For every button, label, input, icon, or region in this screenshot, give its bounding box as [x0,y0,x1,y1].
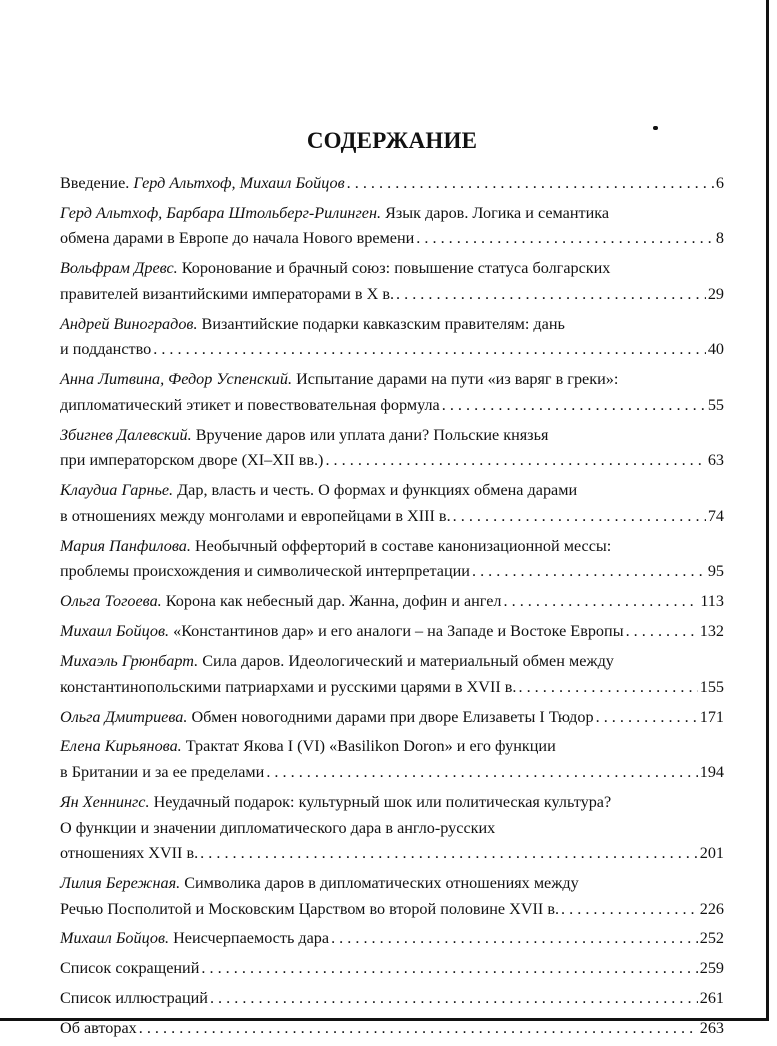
toc-entry-line [60,282,724,308]
page-title: СОДЕРЖАНИЕ [306,128,478,153]
toc-entry-title: Символика даров в дипломатических отношениях между [180,874,579,892]
dot-leader [201,956,697,982]
toc-entry[interactable] [60,790,724,867]
toc-entry-author: Анна Литвина, Федор Успенский. [60,370,293,389]
toc-entry-title: Дар, власть и честь. О формах и функциях обмена дарами [173,481,578,500]
toc-entry[interactable] [60,926,724,952]
toc-entry[interactable] [60,171,724,197]
toc-entry-title: обмена дарами в Европе до начала Нового времени [60,229,415,248]
toc-entry-line [60,926,724,952]
dot-leader [325,448,705,474]
toc-entry-author: Андрей Виноградов. [60,314,198,333]
toc-entry-line [60,760,724,786]
toc-entry[interactable] [60,705,724,731]
toc-entry-title: Об авторах [60,1019,137,1038]
toc-entry-author: Збигнев Далевский. [60,425,192,444]
toc-entry-title: О функции и значении дипломатического дара в англо-русских [60,818,496,837]
toc-entry-line [60,1016,724,1042]
toc-entry-line [60,201,724,227]
toc-entry-line [60,337,724,363]
toc-entry-line [60,393,724,419]
toc-entry-line [60,559,724,585]
toc-entry-line [60,705,724,731]
toc-entry-line [60,256,724,282]
toc-entry-page: 201 [699,844,724,863]
toc-entry-line [60,312,724,338]
toc-entry-page: 132 [699,622,724,641]
toc-entry-line [60,589,724,615]
toc-entry-line [60,734,724,760]
toc-entry-author: Герд Альтхоф, Барбара Штольберг-Рилинген. [60,203,382,222]
toc-entry-line [60,448,724,474]
toc-entry[interactable] [60,734,724,785]
dot-leader [331,926,698,952]
toc-entry-line [60,423,724,449]
toc-entry-line [60,367,724,393]
toc-entry-title: константинопольскими патриархами и русскими царями в XVII в. [60,677,517,696]
toc-entry-line [60,956,724,982]
toc-entry-line [60,171,724,197]
toc-entry-page: 171 [699,707,724,726]
toc-entry-title: отношениях XVII в. [60,844,199,863]
toc-entry-author: Ян Хеннингс. [60,792,150,811]
toc-entry-line [60,649,724,675]
toc-entry-line [60,790,724,816]
toc-entry-title: в отношениях между монголами и европейцами в XIII в. [60,506,451,525]
toc-entry-title: Корона как небесный дар. Жанна, дофин и ангел [161,592,502,611]
toc-entry-page: 6 [715,174,724,192]
toc-entry-line [60,619,724,645]
toc-entry-author: Ольга Тогоева. [60,592,162,611]
toc-entry-page: 74 [707,506,724,525]
toc-entry-line [60,841,724,867]
toc-entry-title: дипломатический этикет и повествовательная формула [60,395,440,414]
toc-entry-line [60,986,724,1012]
toc-entry-title: Коронование и брачный союз: повышение статуса болгарских [177,259,611,278]
dot-leader [153,337,706,363]
toc-entry-title: проблемы происхождения и символической интерпретации [60,562,470,581]
toc-entry-page: 261 [699,989,724,1008]
toc-entry-line [60,534,724,560]
toc-entry[interactable] [60,589,724,615]
dot-leader [626,619,698,645]
toc-entry-page: 226 [699,899,724,918]
toc-entry-prefix: Введение. [60,174,134,192]
toc-entry[interactable] [60,649,724,700]
toc-entry-title: Список иллюстраций [60,989,208,1008]
toc-entry[interactable] [60,1016,724,1042]
toc-entry-title: и подданство [60,340,152,359]
toc-entry[interactable] [60,956,724,982]
dot-leader [442,393,706,419]
toc-entry-title: Неудачный подарок: культурный шок или политическая культура? [149,792,612,811]
toc-entry-author: Герд Альтхоф, Михаил Бойцов [133,174,345,192]
toc-entry-page: 8 [715,229,724,248]
toc-entry-page: 263 [699,1019,724,1038]
toc-entry-page: 259 [699,959,724,978]
toc-entry-page: 63 [707,451,724,470]
toc-entry[interactable] [60,871,724,922]
toc-entry-line [60,226,724,252]
toc-entry-line [60,675,724,701]
toc-entry[interactable] [60,534,724,585]
toc-entry-author: Вольфрам Древс. [60,259,178,278]
toc-entry-author: Клаудиа Гарнье. [60,481,174,500]
toc-entry-page: 194 [699,763,724,782]
toc-entry[interactable] [60,201,724,252]
toc-entry-line [60,871,724,897]
dot-leader [210,986,698,1012]
toc-entry[interactable] [60,256,724,307]
toc-entry-title: Язык даров. Логика и семантика [381,203,610,222]
toc-entry-page: 155 [699,677,724,696]
dot-leader [396,282,706,308]
toc-entry-page: 29 [707,284,724,303]
toc-entry-line [60,504,724,530]
toc-entry-title: правителей византийскими императорами в X в. [60,284,395,303]
toc-entry-title: Неисчерпаемость дара [169,929,330,948]
toc-entry-title: Речью Посполитой и Московским Царством во второй половине XVII в. [60,899,560,918]
dot-leader [472,559,706,585]
dot-leader [200,841,698,867]
dot-leader [139,1016,698,1042]
toc-entry-page: 252 [699,929,724,948]
dot-leader [347,171,714,197]
table-of-contents [60,171,724,1046]
toc-entry-title: Сила даров. Идеологический и материальный обмен между [198,652,614,671]
toc-entry-title: в Британии и за ее пределами [60,763,265,782]
toc-entry-title: Византийские подарки кавказским правителям: дань [197,314,565,333]
toc-entry-title: Список сокращений [60,959,200,978]
toc-entry-author: Михаил Бойцов. [60,622,170,641]
toc-entry-page: 55 [707,395,724,414]
toc-entry-page: 113 [700,592,724,611]
dot-leader [416,226,714,252]
toc-entry-author: Мария Панфилова. [60,536,191,555]
toc-entry-title: Испытание дарами на пути «из варяг в греки»: [292,370,619,389]
dot-leader [453,504,706,530]
toc-entry-page: 95 [707,562,724,581]
dot-leader [504,589,699,615]
toc-entry[interactable] [60,312,724,363]
toc-entry-title: Вручение даров или уплата дани? Польские князья [191,425,549,444]
toc-entry-title: при императорском дворе (XI–XII вв.) [60,451,324,470]
toc-entry[interactable] [60,367,724,418]
toc-entry-author: Михаил Бойцов. [60,929,170,948]
toc-entry-author: Елена Кирьянова. [60,737,182,756]
toc-entry-author: Ольга Дмитриева. [60,707,188,726]
toc-entry[interactable] [60,423,724,474]
dot-leader [266,760,697,786]
toc-entry[interactable] [60,478,724,529]
dot-leader [596,705,698,731]
toc-entry-author: Михаэль Грюнбарт. [60,652,199,671]
dot-leader [518,675,697,701]
toc-entry[interactable] [60,986,724,1012]
toc-entry-page: 40 [707,340,724,359]
toc-entry-title: Обмен новогодними дарами при дворе Елизаветы I Тюдор [187,707,594,726]
toc-entry-line [60,478,724,504]
toc-entry-title: «Константинов дар» и его аналоги – на Западе и Востоке Европы [169,622,624,641]
dot-leader [561,897,698,923]
toc-entry-line [60,897,724,923]
toc-entry-author: Лилия Бережная. [60,874,181,892]
toc-entry-title: Необычный офферторий в составе канонизационной мессы: [190,536,612,555]
toc-entry-title: Трактат Якова I (VI) «Basilikon Doron» и его функции [181,737,556,756]
toc-entry[interactable] [60,619,724,645]
